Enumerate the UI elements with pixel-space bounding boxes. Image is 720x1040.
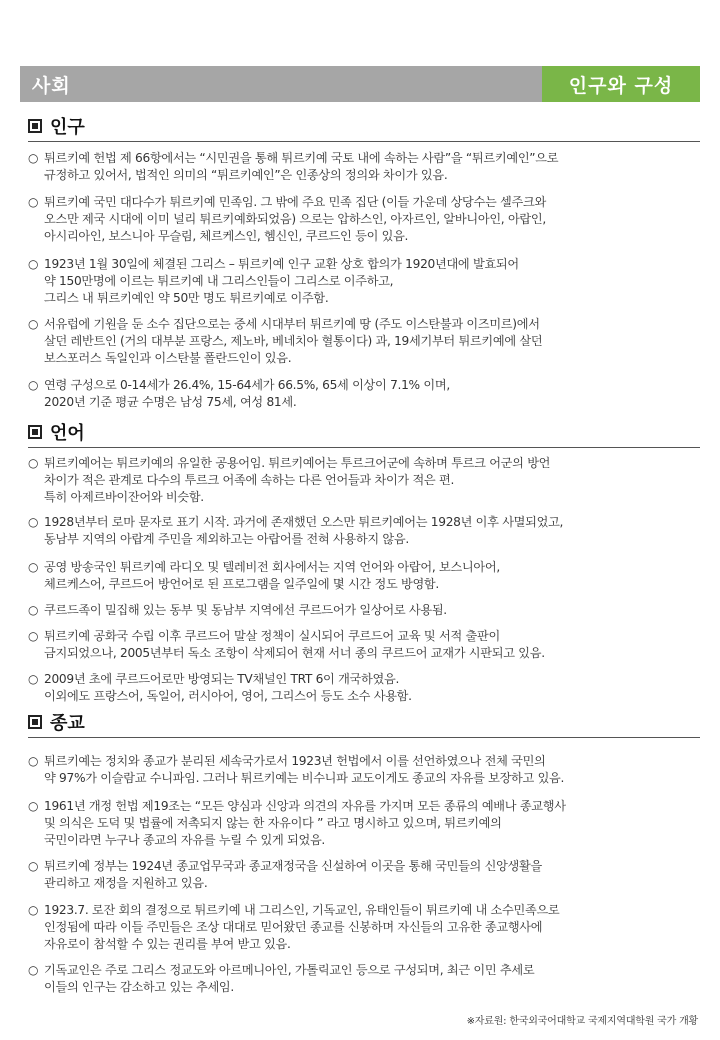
item-text: 연령 구성으로 0-14세가 26.4%, 15-64세가 66.5%, 65세 이상이 7.1% 이며, 2020년 기준 평균 수명은 남성 75세, 여성 81세.: [44, 378, 450, 409]
section-heading-language: [28, 420, 700, 444]
list-item: [28, 514, 704, 548]
list-item: [28, 962, 704, 996]
section-title: 언어: [50, 423, 85, 444]
item-text: 1928년부터 로마 문자로 표기 시작. 과거에 존재했던 오스만 튀르키예어는 1928년 이후 사멸되었고, 동남부 지역의 아랍계 주민을 제외하고는 아랍어를 전혀 사용하지 않음.: [44, 515, 564, 546]
header-badge: 인구와 구성: [542, 66, 700, 102]
header-title: 사회: [32, 74, 71, 97]
section-divider: [28, 447, 700, 448]
circle-bullet-icon: ○: [28, 603, 39, 617]
item-text: 2009년 초에 쿠르드어로만 방영되는 TV채널인 TRT 6이 개국하였음. 이외에도 프랑스어, 독일어, 러시아어, 영어, 그리스어 등도 소수 사용함.: [44, 672, 412, 703]
list-item: [28, 150, 704, 184]
section-title: 인구: [50, 117, 85, 138]
item-text: 튀르키예 공화국 수립 이후 쿠르드어 말살 정책이 실시되어 쿠르드어 교육 및 서적 출판이 금지되었으나, 2005년부터 독소 조항이 삭제되어 현재 서너 종의 쿠르드어 교재가 시판되고 있음.: [44, 629, 545, 660]
list-item: [28, 798, 704, 849]
circle-bullet-icon: ○: [28, 456, 39, 470]
circle-bullet-icon: ○: [28, 629, 39, 643]
list-item: [28, 858, 704, 892]
item-text: 서유럽에 기원을 둔 소수 집단으로는 중세 시대부터 튀르키예 땅 (주도 이스탄불과 이즈미르)에서 살던 레반트인 (거의 대부분 프랑스, 제노바, 베네치아 혈통이다) 과, 19세기부터 튀르키예에 살던 보스포러스 독일인과 이스탄불 폴란드인이 있음.: [44, 317, 543, 365]
section-divider: [28, 141, 700, 142]
list-item: [28, 256, 704, 307]
list-item: [28, 559, 704, 593]
source-note: ※자료원: 한국외국어대학교 국제지역대학원 국가 개황: [466, 1016, 698, 1027]
square-bullet-icon: [28, 119, 42, 133]
section-heading-population: [28, 114, 700, 138]
list-item: [28, 194, 704, 245]
list-item: [28, 628, 704, 662]
circle-bullet-icon: ○: [28, 754, 39, 768]
item-text: 튀르키예 정부는 1924년 종교업무국과 종교재정국을 신설하여 이곳을 통해 국민들의 신앙생활을 관리하고 재정을 지원하고 있음.: [44, 859, 542, 890]
circle-bullet-icon: ○: [28, 515, 39, 529]
square-bullet-icon: [28, 425, 42, 439]
list-item: [28, 602, 704, 619]
item-text: 튀르키예어는 튀르키예의 유일한 공용어임. 튀르키예어는 투르크어군에 속하며 투르크 어군의 방언 차이가 적은 관계로 다수의 투르크 어족에 속하는 다른 언어들과 차이가 적은 편. 특히 아제르바이잔어와 비슷함.: [44, 456, 551, 504]
list-item: [28, 455, 704, 506]
section-divider: [28, 737, 700, 738]
circle-bullet-icon: ○: [28, 799, 39, 813]
item-text: 1923년 1월 30일에 체결된 그리스 – 튀르키예 인구 교환 상호 합의가 1920년대에 발효되어 약 150만명에 이르는 튀르키예 내 그리스인들이 그리스로 이주하고, 그리스 내 튀르키예인 약 50만 명도 튀르키예로 이주함.: [44, 257, 519, 305]
circle-bullet-icon: ○: [28, 378, 39, 392]
item-text: 1923.7. 로잔 회의 결정으로 튀르키예 내 그리스인, 기독교인, 유태인들이 튀르키예 내 소수민족으로 인정됨에 따라 이들 주민들은 조상 대대로 믿어왔던 종교를 신봉하며 자신들의 고유한 종교행사에 자유로이 참석할 수 있는 권리를 부여 받고 있음.: [44, 903, 560, 951]
circle-bullet-icon: ○: [28, 963, 39, 977]
circle-bullet-icon: ○: [28, 257, 39, 271]
list-item: [28, 316, 704, 367]
item-text: 튀르키예 헌법 제 66항에서는 “시민권을 통해 튀르키예 국토 내에 속하는 사람”을 “튀르키예인”으로 규정하고 있어서, 법적인 의미의 “튀르키예인”은 인종상의 정의와 차이가 있음.: [44, 151, 559, 182]
section-heading-religion: [28, 710, 700, 734]
circle-bullet-icon: ○: [28, 672, 39, 686]
item-text: 공영 방송국인 튀르키예 라디오 및 텔레비전 회사에서는 지역 언어와 아랍어, 보스니아어, 체르케스어, 쿠르드어 방언어로 된 프로그램을 일주일에 몇 시간 정도 방영함.: [44, 560, 500, 591]
circle-bullet-icon: ○: [28, 859, 39, 873]
page-header: [20, 66, 700, 102]
square-bullet-icon: [28, 715, 42, 729]
item-text: 1961년 개정 헌법 제19조는 “모든 양심과 신앙과 의견의 자유를 가지며 모든 종류의 예배나 종교행사 및 의식은 도덕 및 법률에 저촉되지 않는 한 자유이다 ” 라고 명시하고 있으며, 튀르키예의 국민이라면 누구나 종교의 자유를 누릴 수 있게 되었음.: [44, 799, 566, 847]
list-item: [28, 377, 704, 411]
circle-bullet-icon: ○: [28, 195, 39, 209]
circle-bullet-icon: ○: [28, 317, 39, 331]
list-item: [28, 902, 704, 953]
circle-bullet-icon: ○: [28, 151, 39, 165]
item-text: 쿠르드족이 밀집해 있는 동부 및 동남부 지역에선 쿠르드어가 일상어로 사용됨.: [44, 603, 447, 617]
item-text: 튀르키예는 정치와 종교가 분리된 세속국가로서 1923년 헌법에서 이를 선언하였으나 전체 국민의 약 97%가 이슬람교 수니파임. 그러나 튀르키예는 비수니파 교도이게도 종교의 자유를 보장하고 있음.: [44, 754, 565, 785]
circle-bullet-icon: ○: [28, 903, 39, 917]
section-title: 종교: [50, 713, 85, 734]
item-text: 기독교인은 주로 그리스 정교도와 아르메니아인, 가톨릭교인 등으로 구성되며, 최근 이민 추세로 이들의 인구는 감소하고 있는 추세임.: [44, 963, 535, 994]
item-text: 튀르키예 국민 대다수가 튀르키예 민족임. 그 밖에 주요 민족 집단 (이들 가운데 상당수는 셀주크와 오스만 제국 시대에 이미 널리 튀르키예화되었음) 으로는 압하스인, 아자르인, 알바니아인, 아랍인, 아시리아인, 보스니아 무슬림, 체르케스인, 헴신인, 쿠르드인 등이 있음.: [44, 195, 546, 243]
list-item: [28, 753, 704, 787]
circle-bullet-icon: ○: [28, 560, 39, 574]
list-item: [28, 671, 704, 705]
